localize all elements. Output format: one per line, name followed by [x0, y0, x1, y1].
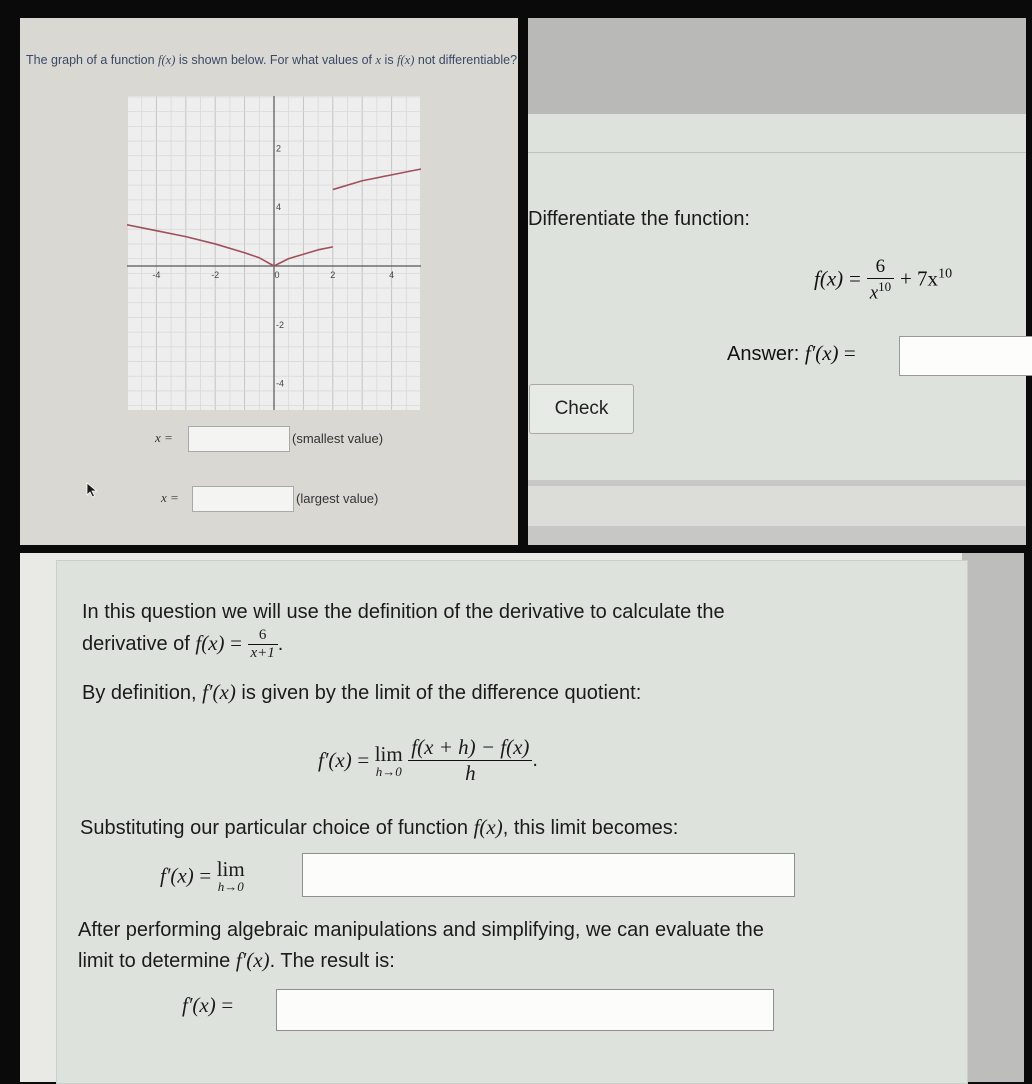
- definition-line: [82, 680, 641, 705]
- derivative-name: f′(x): [202, 680, 236, 704]
- second-term: + 7x: [899, 266, 939, 291]
- smallest-value-input[interactable]: [188, 426, 290, 452]
- check-button[interactable]: Check: [529, 384, 634, 434]
- equals-sign: =: [230, 630, 242, 655]
- answer-equals: =: [838, 341, 856, 365]
- denominator-base: x: [869, 282, 879, 304]
- largest-value-hint: (largest value): [296, 491, 379, 506]
- largest-x-label: x =: [161, 490, 179, 505]
- after-line-2: [78, 948, 395, 973]
- fraction: [867, 256, 894, 304]
- question-text-part: not differentiable?: [414, 53, 518, 67]
- x-tick-label: 4: [389, 270, 395, 280]
- mouse-cursor-icon: [86, 482, 98, 498]
- derivative-name: f′(x): [160, 863, 194, 888]
- function-name: f(x): [814, 266, 844, 291]
- derivative-name: f′(x): [235, 948, 270, 972]
- lim-text: lim: [374, 741, 403, 766]
- y-tick-label: -4: [276, 378, 285, 389]
- x-tick-label: -4: [152, 270, 161, 280]
- limit-expression-input[interactable]: [302, 853, 795, 897]
- y-tick-label: -2: [276, 319, 285, 330]
- equals-sign: =: [849, 266, 861, 291]
- question-text-part: is shown below. For what values of: [175, 53, 376, 67]
- question-function: f(x): [397, 53, 415, 67]
- quotient-numerator: f(x + h) − f(x): [411, 735, 530, 759]
- derivative-name: f′(x): [182, 993, 216, 1017]
- substitution-text: , this limit becomes:: [502, 817, 679, 839]
- derivative-name: f′(x): [318, 748, 352, 772]
- lim-subscript: h→0: [375, 763, 402, 779]
- result-row: [182, 993, 233, 1018]
- graph-question-panel: [20, 18, 518, 545]
- largest-value-input[interactable]: [192, 486, 294, 512]
- x-tick-label: 2: [330, 270, 336, 280]
- function-equation: [814, 256, 952, 304]
- difference-quotient: [408, 735, 532, 786]
- answer-input[interactable]: [899, 336, 1032, 376]
- function-graph: [127, 96, 421, 410]
- fraction-numerator: 6: [258, 627, 267, 643]
- after-text: limit to determine: [78, 950, 236, 972]
- result-input[interactable]: [276, 989, 774, 1031]
- limit-row: [160, 858, 245, 894]
- fraction: [248, 627, 278, 662]
- y-tick-label: 2: [276, 143, 282, 154]
- differentiate-panel: [528, 18, 1026, 545]
- denominator-exponent: 10: [878, 279, 892, 294]
- x-tick-label: -2: [211, 270, 220, 280]
- answer-label-text: Answer:: [727, 343, 805, 365]
- substitution-line: [80, 815, 678, 840]
- quotient-denominator: h: [408, 760, 532, 786]
- fraction-denominator: [867, 278, 894, 304]
- definition-text: By definition,: [82, 682, 203, 704]
- intro-text: derivative of: [82, 632, 196, 655]
- differentiate-title: Differentiate the function:: [528, 208, 750, 230]
- question-variable: x: [375, 53, 382, 67]
- period: .: [277, 632, 284, 655]
- divider: [528, 152, 1026, 153]
- definition-panel: [20, 553, 1024, 1082]
- after-line-1: After performing algebraic manipulations and simplifying, we can evaluate the: [78, 919, 764, 941]
- panel-footer-strip: [528, 486, 1026, 526]
- lim-text: lim: [216, 857, 245, 881]
- question-text-part: is: [381, 53, 398, 67]
- panel-sidebar: [962, 553, 1024, 1082]
- answer-label: [727, 341, 856, 366]
- definition-text: is given by the limit of the difference quotient:: [235, 682, 642, 704]
- period: .: [532, 748, 538, 771]
- smallest-value-hint: (smallest value): [292, 431, 384, 446]
- intro-line-1: In this question we will use the definition of the derivative to calculate the: [82, 601, 725, 623]
- equals-sign: =: [357, 748, 370, 772]
- after-text: . The result is:: [269, 950, 395, 972]
- limit-operator: [217, 858, 245, 894]
- question-function: f(x): [158, 53, 176, 67]
- lim-subscript: h→0: [217, 879, 244, 894]
- answer-derivative: f′(x): [804, 341, 839, 365]
- second-term-exponent: 10: [938, 266, 953, 282]
- intro-line-2: [82, 627, 283, 662]
- limit-definition: [318, 735, 538, 791]
- graph-question-text: [26, 52, 518, 69]
- function-name: f(x): [195, 630, 225, 655]
- fraction-numerator: 6: [875, 256, 886, 277]
- x-tick-label: 0: [274, 270, 280, 280]
- fraction-denominator: x+1: [248, 644, 278, 662]
- substitution-text: Substituting our particular choice of function: [80, 817, 474, 839]
- function-name: f(x): [473, 815, 503, 839]
- limit-operator: [375, 743, 403, 779]
- y-tick-label: 4: [276, 202, 282, 213]
- equals-sign: =: [221, 993, 234, 1017]
- question-text-part: The graph of a function: [26, 53, 159, 67]
- smallest-x-label: x =: [155, 430, 173, 445]
- equals-sign: =: [199, 863, 212, 888]
